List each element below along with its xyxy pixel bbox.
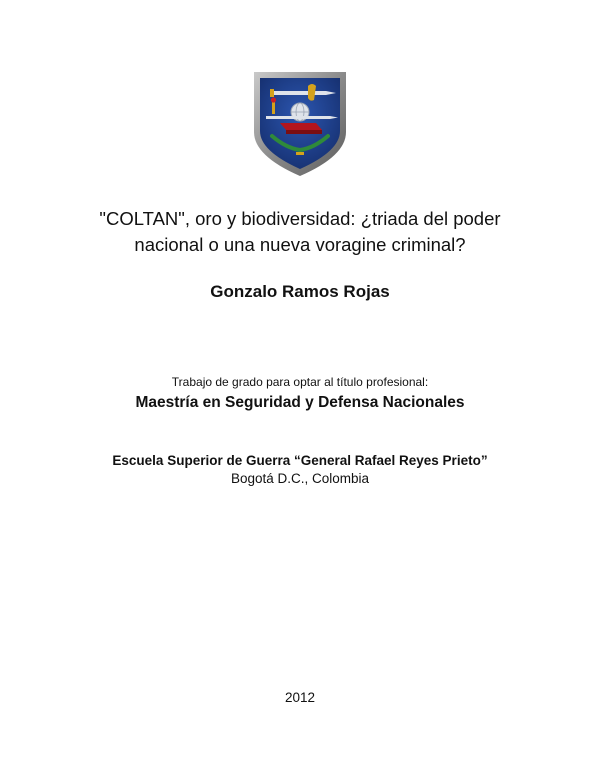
city-location: Bogotá D.C., Colombia bbox=[230, 471, 370, 486]
author-name: Gonzalo Ramos Rojas bbox=[210, 282, 390, 301]
degree-intro: Trabajo de grado para optar al título profesional: bbox=[171, 375, 429, 389]
thesis-title-line-1: "COLTAN", oro y biodiversidad: ¿triada del poder bbox=[99, 208, 501, 229]
school-name: Escuela Superior de Guerra “General Rafael Reyes Prieto” bbox=[112, 453, 488, 468]
institution-crest-icon bbox=[252, 70, 348, 178]
thesis-title-line-2: nacional o una nueva voragine criminal? bbox=[134, 234, 466, 255]
degree-name: Maestría en Seguridad y Defensa Nacionales bbox=[135, 394, 465, 411]
thesis-title bbox=[0, 206, 600, 258]
publication-year: 2012 bbox=[284, 690, 316, 705]
